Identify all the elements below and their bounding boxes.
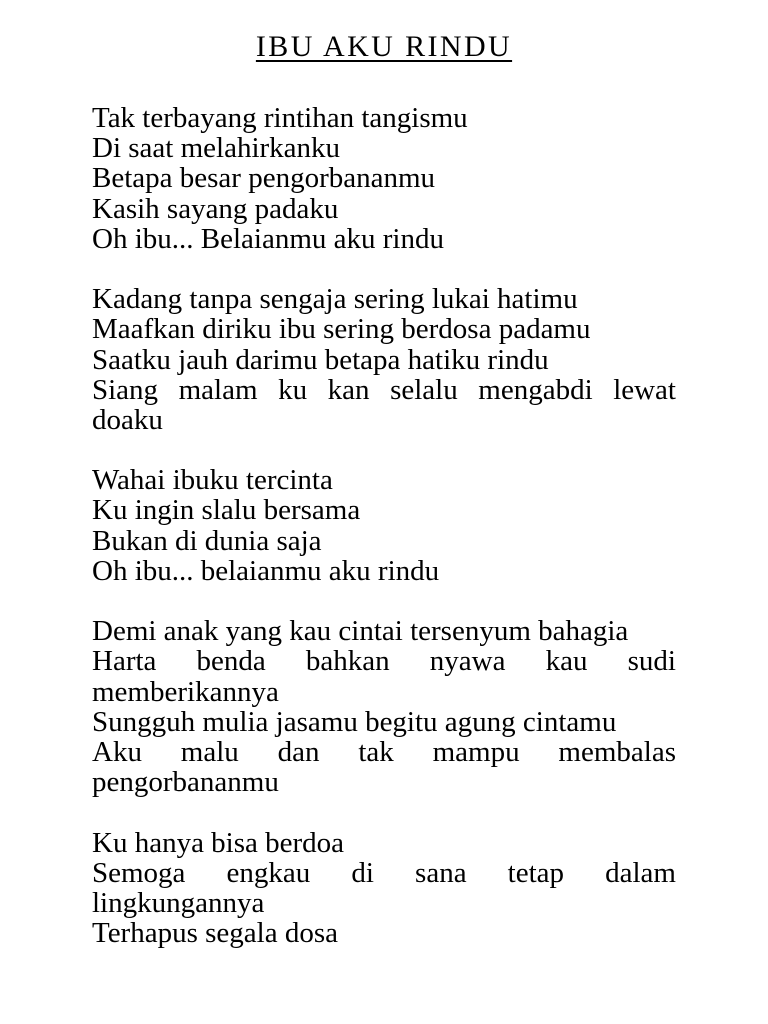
- poem-line: Kasih sayang padaku: [92, 192, 339, 225]
- poem-line: pengorbananmu: [92, 766, 279, 799]
- stanza: [92, 828, 676, 949]
- poem-line: Aku malu dan tak mampu membalas: [92, 735, 676, 768]
- poem-line: Betapa besar pengorbananmu: [92, 162, 436, 195]
- poem-line: Tak terbayang rintihan tangismu: [92, 102, 468, 134]
- poem-line: Maafkan diriku ibu sering berdosa padamu: [92, 313, 591, 346]
- poem-line: Oh ibu... belaianmu aku rindu: [92, 554, 440, 587]
- stanza: [92, 616, 676, 797]
- stanza: [92, 103, 676, 254]
- stanza: [92, 465, 676, 586]
- poem-line: Ku hanya bisa berdoa: [92, 826, 345, 859]
- poem-line: Siang malam ku kan selalu mengabdi lewat: [92, 373, 676, 406]
- poem-line: Kadang tanpa sengaja sering lukai hatimu: [92, 283, 578, 316]
- poem-line: Harta benda bahkan nyawa kau sudi: [92, 645, 676, 678]
- poem-line: Ku ingin slalu bersama: [92, 494, 361, 527]
- poem-line: Bukan di dunia saja: [92, 524, 322, 557]
- poem-line: Wahai ibuku tercinta: [92, 464, 333, 497]
- poem-line: Sungguh mulia jasamu begitu agung cintamu: [92, 705, 617, 738]
- poem-line: doaku: [92, 403, 163, 436]
- poem-line: Demi anak yang kau cintai tersenyum bahagia: [92, 615, 629, 648]
- poem-title: [0, 30, 768, 64]
- poem-line: Oh ibu... Belaianmu aku rindu: [92, 222, 444, 255]
- poem-body: [92, 103, 676, 978]
- poem-line: lingkungannya: [92, 886, 265, 919]
- poem-line: Di saat melahirkanku: [92, 132, 341, 165]
- poem-line: Saatku jauh darimu betapa hatiku rindu: [92, 343, 549, 376]
- poem-line: Terhapus segala dosa: [92, 917, 338, 950]
- poem-title-text: IBU AKU RINDU: [255, 30, 513, 63]
- stanza: [92, 284, 676, 435]
- poem-line: memberikannya: [92, 675, 279, 708]
- poem-line: Semoga engkau di sana tetap dalam: [92, 856, 676, 889]
